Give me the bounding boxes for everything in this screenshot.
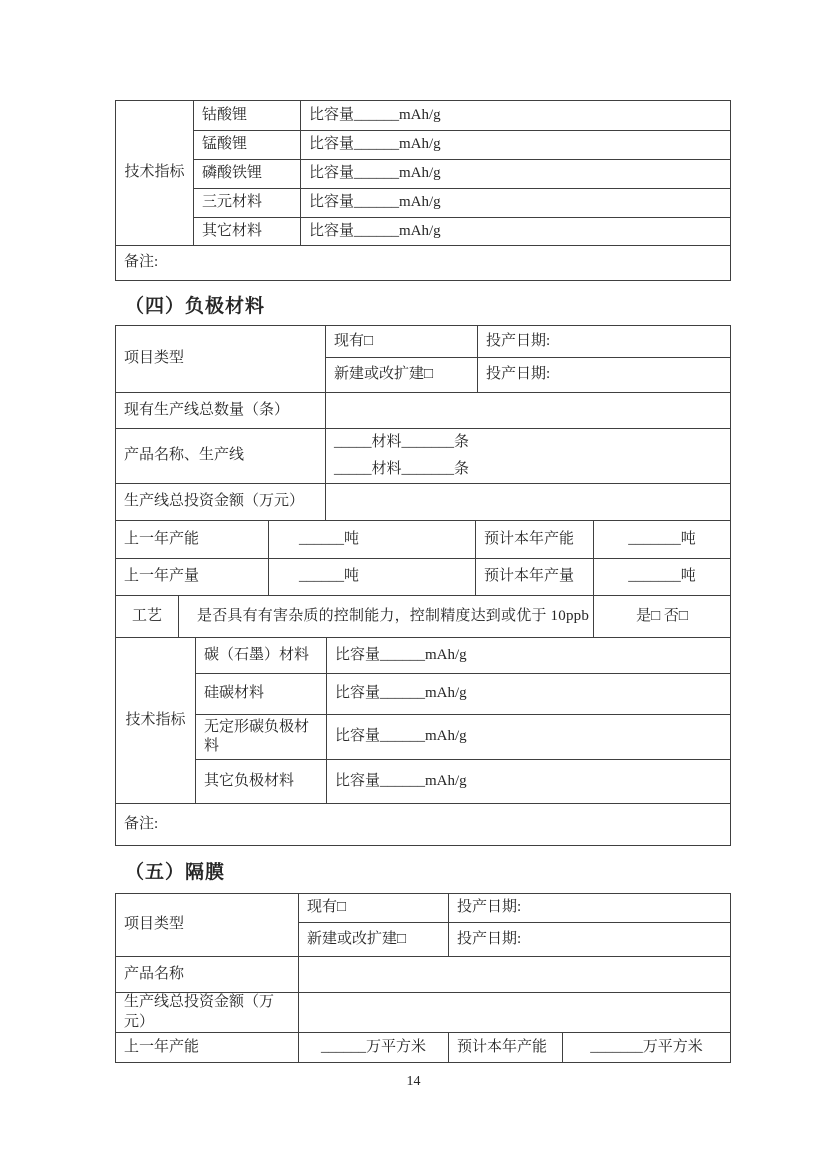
- anode-product-line2: _____材料_______条: [334, 461, 470, 477]
- cathode-material-spec: 比容量______mAh/g: [301, 101, 731, 131]
- anode-tech-material-name: 碳（石墨）材料: [196, 638, 327, 674]
- section-anode-heading: （四）负极材料: [125, 296, 266, 317]
- separator-capacity-this-value: _______万平方米: [563, 1033, 731, 1063]
- separator-newbuild-date-label: 投产日期:: [449, 923, 731, 957]
- anode-line-total-label: 现有生产线总数量（条）: [116, 393, 326, 429]
- cathode-tech-table: [115, 100, 730, 281]
- cathode-material-name: 锰酸锂: [194, 131, 301, 160]
- anode-tech-material-spec: 比容量______mAh/g: [327, 760, 731, 804]
- cathode-material-spec: 比容量______mAh/g: [301, 218, 731, 246]
- cathode-tech-header: 技术指标: [116, 101, 194, 246]
- separator-table: [115, 893, 730, 1063]
- cathode-material-name: 钴酸锂: [194, 101, 301, 131]
- separator-capacity-last-label: 上一年产能: [116, 1033, 299, 1063]
- anode-project-type-group: [115, 325, 731, 393]
- anode-tech-header: 技术指标: [116, 638, 196, 804]
- anode-newbuild-checkbox: 新建或改扩建□: [326, 358, 478, 393]
- anode-tech-group: [115, 637, 731, 804]
- anode-investment-label: 生产线总投资金额（万元）: [116, 484, 326, 521]
- anode-process-label: 工艺: [116, 596, 179, 638]
- anode-product-lines: [326, 429, 731, 484]
- separator-existing-date-label: 投产日期:: [449, 894, 731, 923]
- anode-tech-material-spec: 比容量______mAh/g: [327, 674, 731, 715]
- anode-process-question: 是否具有有害杂质的控制能力，控制精度达到或优于 10ppb: [179, 596, 594, 638]
- anode-note-label: 备注:: [116, 804, 731, 846]
- separator-newbuild-checkbox: 新建或改扩建□: [299, 923, 449, 957]
- anode-capacity-this-value: _______吨: [594, 521, 731, 559]
- anode-investment-value: [326, 484, 731, 521]
- anode-tech-material-name: 其它负极材料: [196, 760, 327, 804]
- anode-capacity-last-value: ______吨: [269, 521, 476, 559]
- anode-newbuild-date-label: 投产日期:: [478, 358, 731, 393]
- anode-output-last-value: ______吨: [269, 559, 476, 596]
- anode-process-group: [115, 595, 731, 638]
- cathode-tech-group: [115, 100, 731, 246]
- separator-product-value: [299, 957, 731, 993]
- separator-capacity-last-value: ______万平方米: [299, 1033, 449, 1063]
- cathode-material-spec: 比容量______mAh/g: [301, 160, 731, 189]
- anode-tech-material-spec: 比容量______mAh/g: [327, 638, 731, 674]
- separator-product-label: 产品名称: [116, 957, 299, 993]
- cathode-note-label: 备注:: [116, 246, 731, 281]
- separator-capacity-this-label: 预计本年产能: [449, 1033, 563, 1063]
- anode-product-label: 产品名称、生产线: [116, 429, 326, 484]
- separator-investment-value: [299, 993, 731, 1033]
- anode-output-last-label: 上一年产量: [116, 559, 269, 596]
- cathode-note-group: [115, 245, 731, 281]
- anode-output-this-value: _______吨: [594, 559, 731, 596]
- anode-lines-group: [115, 392, 731, 521]
- anode-product-line1: _____材料_______条: [334, 434, 470, 450]
- cathode-material-name: 三元材料: [194, 189, 301, 218]
- anode-table: [115, 325, 730, 846]
- separator-investment-label: 生产线总投资金额（万元）: [116, 993, 299, 1033]
- anode-existing-checkbox: 现有□: [326, 326, 478, 358]
- anode-note-group: [115, 803, 731, 846]
- cathode-material-spec: 比容量______mAh/g: [301, 131, 731, 160]
- cathode-material-name: 磷酸铁锂: [194, 160, 301, 189]
- page-number: 14: [406, 1074, 421, 1089]
- anode-tech-material-spec: 比容量______mAh/g: [327, 715, 731, 760]
- anode-capacity-group: [115, 520, 731, 596]
- anode-project-type-label: 项目类型: [116, 326, 326, 393]
- section-separator-heading: （五）隔膜: [125, 862, 226, 883]
- cathode-material-spec: 比容量______mAh/g: [301, 189, 731, 218]
- separator-existing-checkbox: 现有□: [299, 894, 449, 923]
- separator-capacity-group: [115, 1032, 731, 1063]
- separator-project-type-label: 项目类型: [116, 894, 299, 957]
- separator-project-type-group: [115, 893, 731, 957]
- anode-tech-material-name: 硅碳材料: [196, 674, 327, 715]
- anode-output-this-label: 预计本年产量: [476, 559, 594, 596]
- anode-tech-material-name: 无定形碳负极材料: [196, 715, 327, 760]
- anode-capacity-last-label: 上一年产能: [116, 521, 269, 559]
- anode-process-options: 是□ 否□: [594, 596, 731, 638]
- anode-line-total-value: [326, 393, 731, 429]
- separator-product-group: [115, 956, 731, 1033]
- anode-capacity-this-label: 预计本年产能: [476, 521, 594, 559]
- anode-existing-date-label: 投产日期:: [478, 326, 731, 358]
- cathode-material-name: 其它材料: [194, 218, 301, 246]
